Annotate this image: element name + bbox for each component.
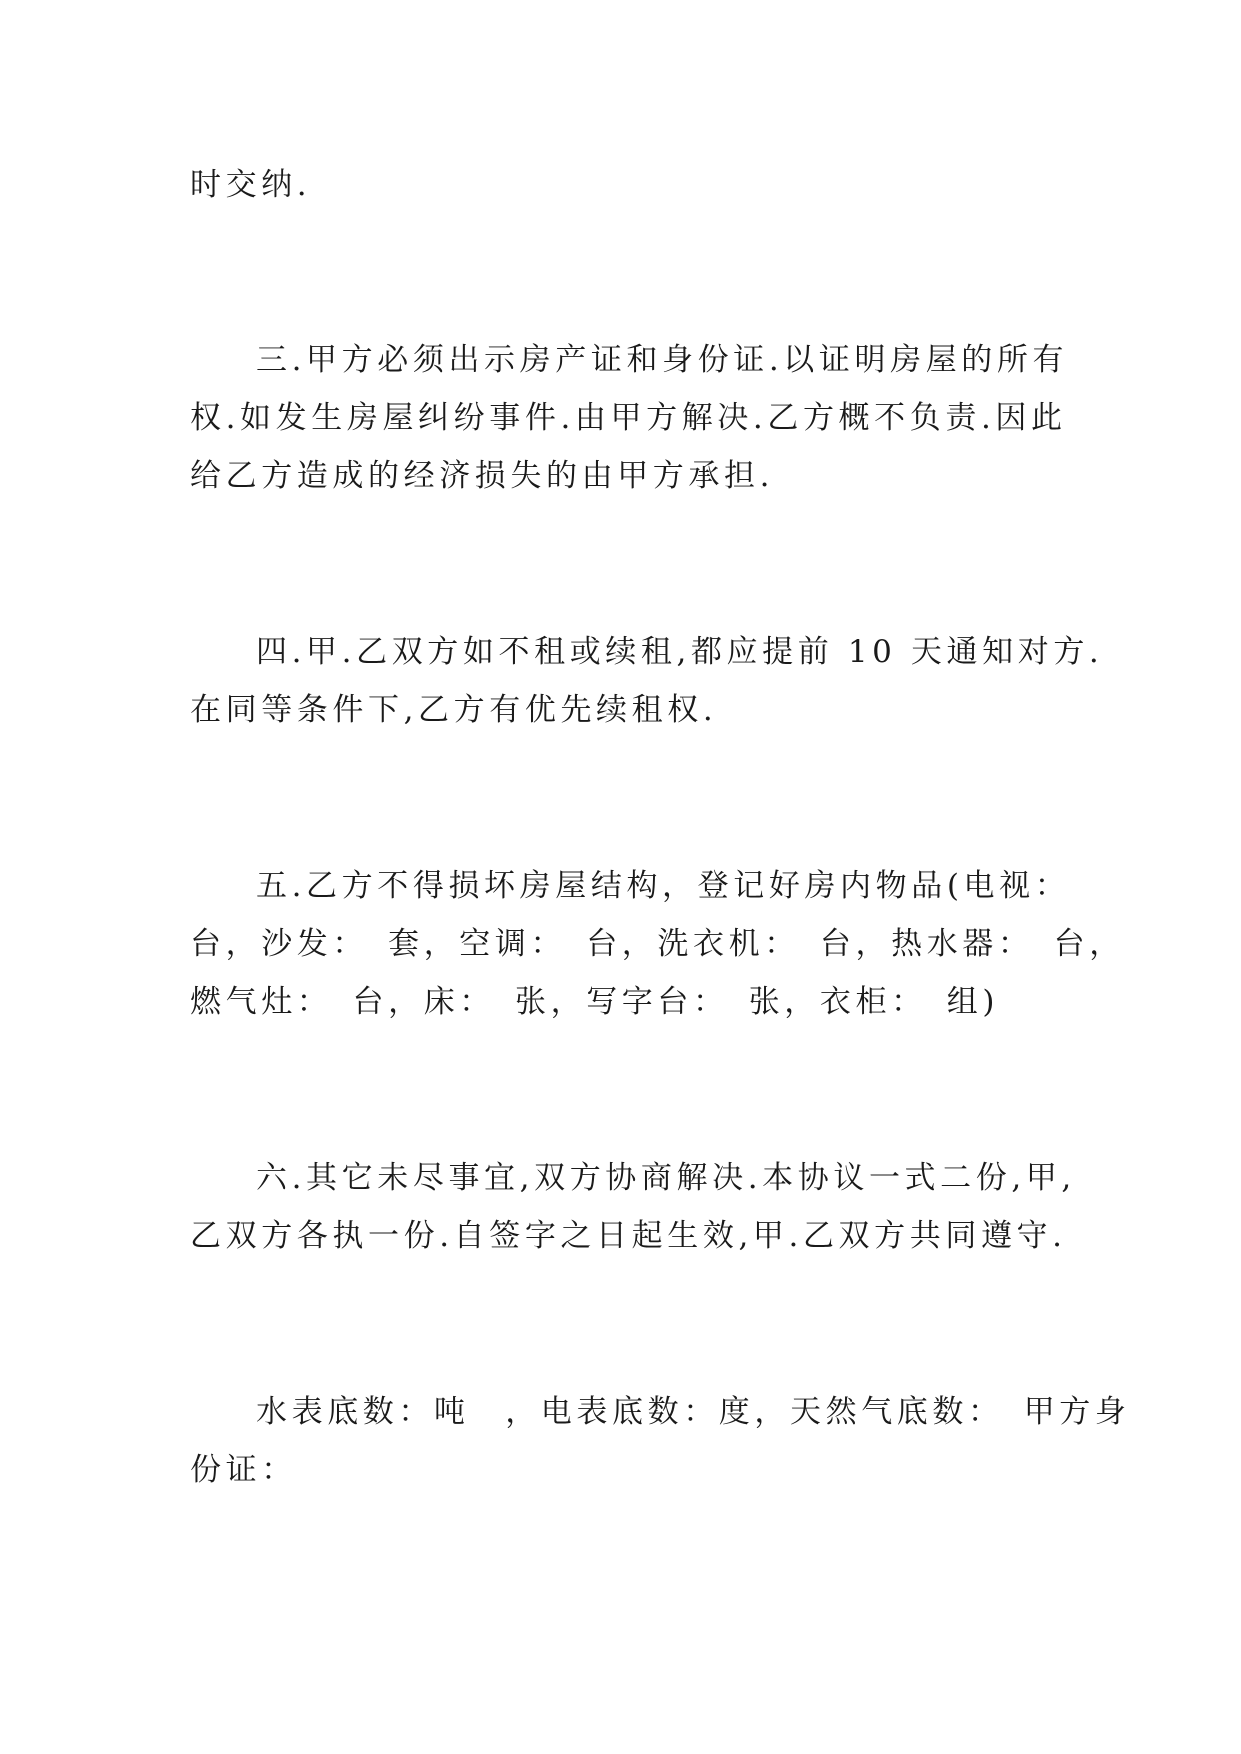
paragraph-line: 台，沙发： 套，空调： 台，洗衣机： 台，热水器： 台，	[190, 926, 1125, 962]
paragraph-line: 四.甲.乙双方如不租或续租,都应提前 10 天通知对方.	[256, 634, 1104, 670]
paragraph-line: 三.甲方必须出示房产证和身份证.以证明房屋的所有	[256, 342, 1069, 378]
paragraph-line: 水表底数：吨 ，电表底数：度，天然气底数： 甲方身	[256, 1394, 1131, 1430]
paragraph-line: 燃气灶： 台，床： 张，写字台： 张，衣柜： 组)	[190, 984, 1000, 1020]
paragraph-line: 时交纳.	[190, 167, 312, 203]
paragraph-line: 五.乙方不得损坏房屋结构，登记好房内物品(电视：	[256, 868, 1071, 904]
paragraph-line: 乙双方各执一份.自签字之日起生效,甲.乙双方共同遵守.	[190, 1218, 1067, 1254]
paragraph-line: 六.其它未尽事宜,双方协商解决.本协议一式二份,甲,	[256, 1160, 1076, 1196]
paragraph-line: 权.如发生房屋纠纷事件.由甲方解决.乙方概不负责.因此	[190, 400, 1067, 436]
paragraph-line: 给乙方造成的经济损失的由甲方承担.	[190, 458, 775, 494]
paragraph-line: 份证：	[190, 1452, 297, 1488]
paragraph-line: 在同等条件下,乙方有优先续租权.	[190, 692, 718, 728]
